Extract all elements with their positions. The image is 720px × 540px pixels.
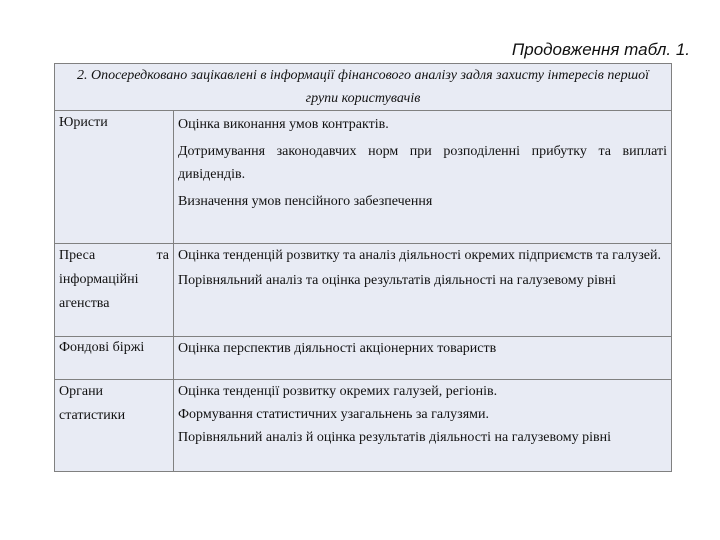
table-row — [55, 244, 672, 337]
description-item: Оцінка тенденцій розвитку та аналіз діяльності окремих підприємств та галузей. — [178, 248, 661, 263]
description-item: Дотримування законодавчих норм при розподіленні прибутку та виплаті дивідендів. — [178, 144, 667, 182]
role-cell: Преса та інформаційні агенства — [55, 244, 174, 337]
description-cell — [174, 380, 672, 472]
description-item: Оцінка виконання умов контрактів. — [178, 117, 389, 132]
table-header-row — [55, 64, 672, 111]
continuation-label: Продовження табл. 1. — [511, 40, 690, 59]
description-item: Порівняльний аналіз та оцінка результатів діяльності на галузевому рівні — [178, 273, 617, 288]
role-cell: Органи статистики — [55, 380, 174, 472]
role-cell: Фондові біржі — [55, 337, 174, 380]
role-cell: Юристи — [55, 111, 174, 244]
table-row — [55, 111, 672, 244]
description-cell — [174, 244, 672, 337]
description-item: Оцінка перспектив діяльності акціонерних товариств — [178, 341, 497, 356]
description-item: Оцінка тенденції розвитку окремих галузей, регіонів. — [178, 384, 498, 399]
description-item: Формування статистичних узагальнень за галузями. — [178, 407, 489, 422]
table-row — [55, 337, 672, 380]
description-item: Порівняльний аналіз й оцінка результатів діяльності на галузевому рівні — [178, 430, 612, 445]
stakeholder-table — [54, 63, 672, 472]
description-cell — [174, 337, 672, 380]
table-header-cell: 2. Опосередковано зацікавлені в інформації фінансового аналізу задля захисту інтересів першої групи користувачів — [55, 64, 672, 111]
description-cell — [174, 111, 672, 244]
description-item: Визначення умов пенсійного забезпечення — [178, 194, 433, 209]
table-row — [55, 380, 672, 472]
